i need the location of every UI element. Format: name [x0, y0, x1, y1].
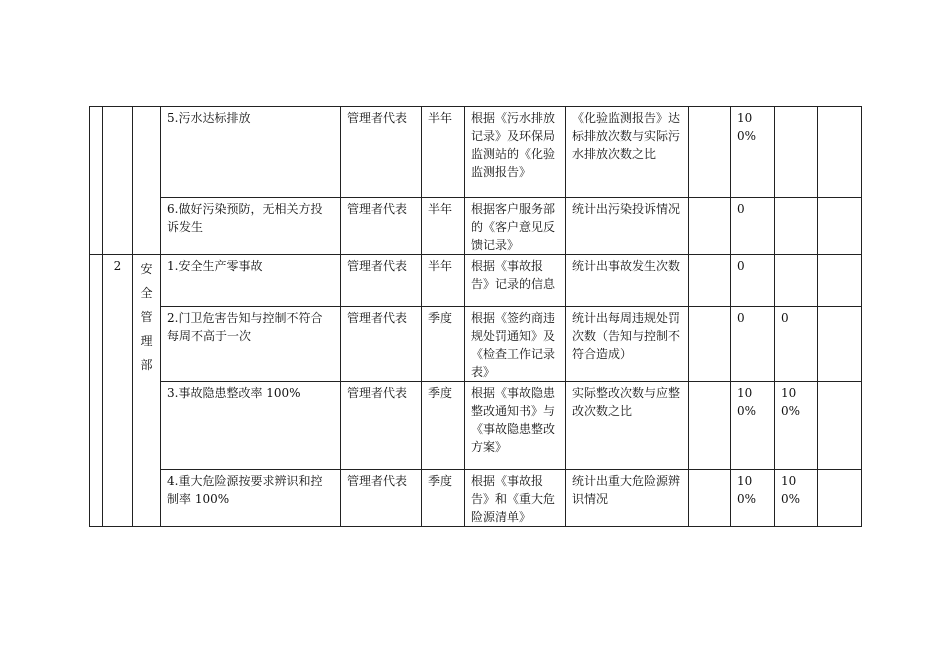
data-basis: 根据《签约商违规处罚通知》及《检查工作记录表》: [465, 307, 566, 382]
value-column-1: 0: [731, 307, 775, 382]
department-char: 安: [140, 262, 153, 276]
objective-item: 3.事故隐患整改率 100%: [161, 382, 341, 470]
calculation-method: 《化验监测报告》达标排放次数与实际污水排放次数之比: [566, 107, 689, 198]
value-column-2: [775, 198, 818, 255]
value-column-2: 0: [775, 307, 818, 382]
department-cell: [133, 107, 161, 255]
department-char: 部: [140, 358, 153, 372]
review-period: 半年: [422, 198, 465, 255]
table-row: [90, 307, 862, 382]
review-period: 半年: [422, 255, 465, 307]
extra-column: [818, 307, 862, 382]
table-row: [90, 198, 862, 255]
left-margin-cell: [90, 107, 103, 255]
objective-item: 6.做好污染预防，无相关方投诉发生: [161, 198, 341, 255]
data-basis: 根据《污水排放记录》及环保局监测站的《化验监测报告》: [465, 107, 566, 198]
extra-column: [818, 470, 862, 527]
extra-column: [818, 255, 862, 307]
objective-item: 1.安全生产零事故: [161, 255, 341, 307]
extra-column: [818, 382, 862, 470]
objective-item: 5.污水达标排放: [161, 107, 341, 198]
responsible-owner: 管理者代表: [341, 198, 422, 255]
table-row: [90, 382, 862, 470]
review-period: 半年: [422, 107, 465, 198]
responsible-owner: 管理者代表: [341, 107, 422, 198]
department-char: 管: [140, 310, 153, 324]
review-period: 季度: [422, 382, 465, 470]
responsible-owner: 管理者代表: [341, 382, 422, 470]
data-basis: 根据《事故报告》和《重大危险源清单》: [465, 470, 566, 527]
left-margin-cell: [90, 255, 103, 527]
section-number-cell: [103, 107, 133, 255]
extra-column: [818, 107, 862, 198]
department-char: 理: [140, 334, 153, 348]
value-column-1: 100%: [731, 107, 775, 198]
department-name: [133, 255, 161, 527]
calculation-method: 实际整改次数与应整改次数之比: [566, 382, 689, 470]
responsible-owner: 管理者代表: [341, 470, 422, 527]
target-value: [689, 382, 731, 470]
value-column-1: 100%: [731, 382, 775, 470]
value-column-2: [775, 255, 818, 307]
objective-item: 4.重大危险源按要求辨识和控制率 100%: [161, 470, 341, 527]
target-value: [689, 198, 731, 255]
calculation-method: 统计出重大危险源辨识情况: [566, 470, 689, 527]
department-char: 全: [140, 286, 153, 300]
calculation-method: 统计出每周违规处罚次数（告知与控制不符合造成）: [566, 307, 689, 382]
value-column-1: 0: [731, 255, 775, 307]
section-number: 2: [103, 255, 133, 527]
table-row: [90, 107, 862, 198]
objective-item: 2.门卫危害告知与控制不符合每周不高于一次: [161, 307, 341, 382]
review-period: 季度: [422, 307, 465, 382]
target-value: [689, 470, 731, 527]
objectives-table: [89, 106, 862, 527]
table-row: [90, 255, 862, 307]
target-value: [689, 307, 731, 382]
calculation-method: 统计出污染投诉情况: [566, 198, 689, 255]
responsible-owner: 管理者代表: [341, 255, 422, 307]
target-value: [689, 255, 731, 307]
value-column-1: 0: [731, 198, 775, 255]
table-row: [90, 470, 862, 527]
data-basis: 根据《事故隐患整改通知书》与《事故隐患整改方案》: [465, 382, 566, 470]
value-column-2: [775, 107, 818, 198]
extra-column: [818, 198, 862, 255]
target-value: [689, 107, 731, 198]
responsible-owner: 管理者代表: [341, 307, 422, 382]
value-column-1: 100%: [731, 470, 775, 527]
data-basis: 根据《事故报告》记录的信息: [465, 255, 566, 307]
data-basis: 根据客户服务部的《客户意见反馈记录》: [465, 198, 566, 255]
review-period: 季度: [422, 470, 465, 527]
value-column-2: 100%: [775, 470, 818, 527]
calculation-method: 统计出事故发生次数: [566, 255, 689, 307]
value-column-2: 100%: [775, 382, 818, 470]
